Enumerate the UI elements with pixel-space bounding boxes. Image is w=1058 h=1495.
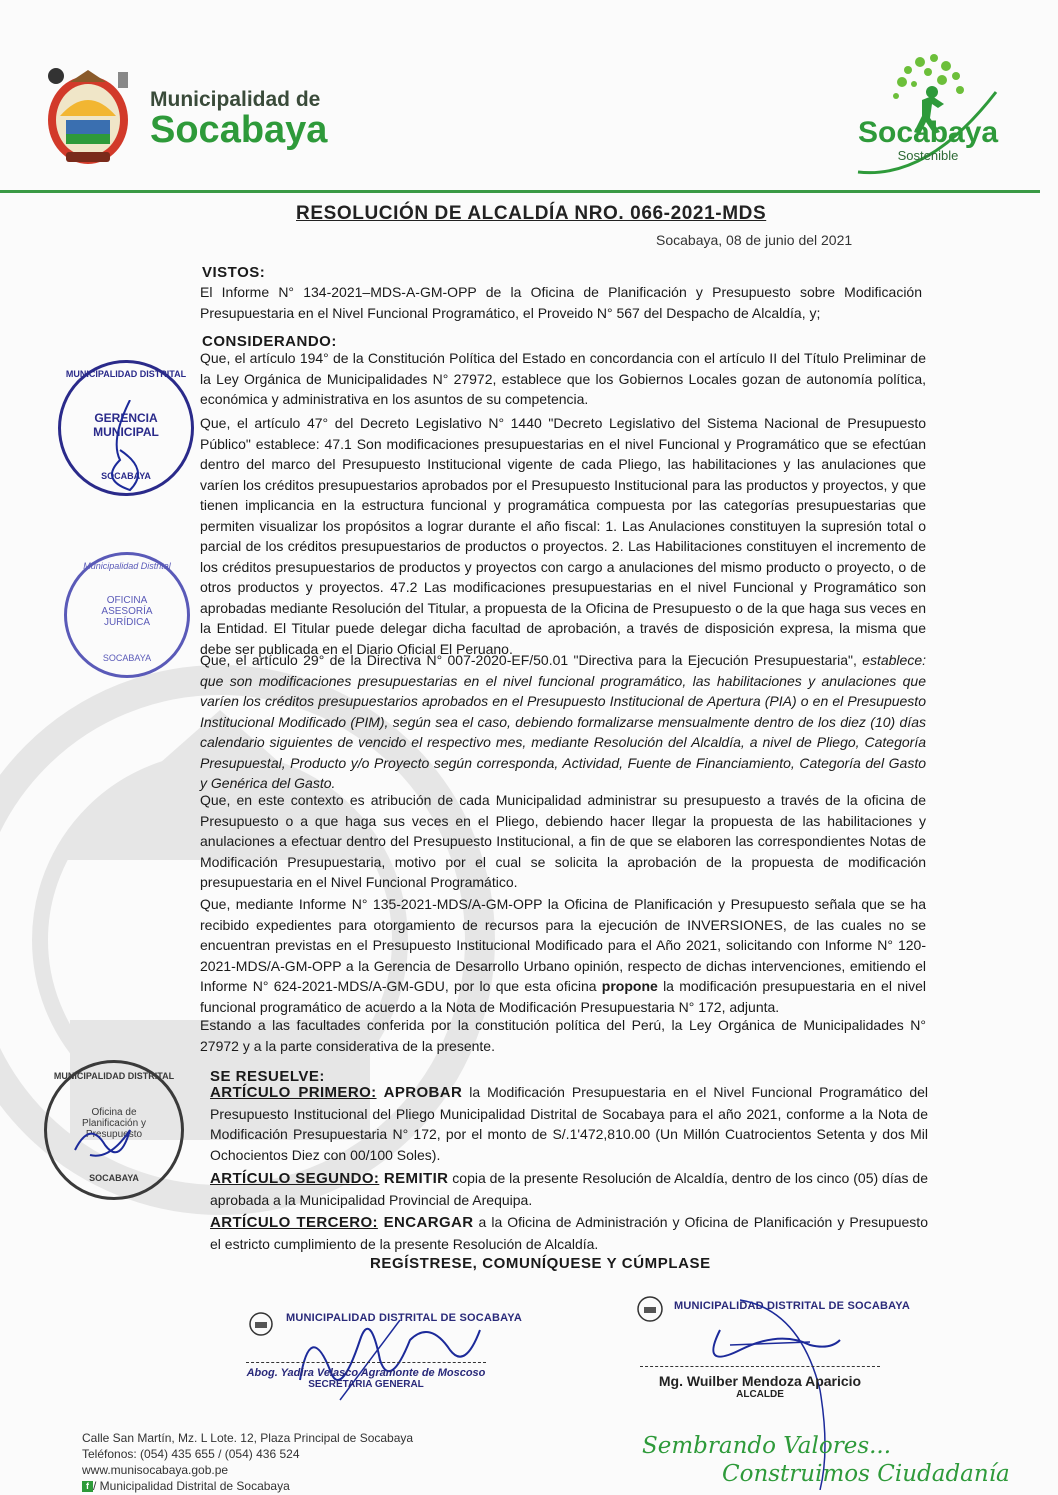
right-signer-title: ALCALDE [736,1389,784,1400]
muni-name-line1: Municipalidad de [150,88,321,111]
stamp3-top-text: MUNICIPALIDAD DISTRITAL [53,1071,175,1081]
stamp2-bottom-text: SOCABAYA [102,653,152,663]
considerando-paragraph-4: Que, en este contexto es atribución de cada Municipalidad administrar su presupuesto a través de la oficina de Presupuesto o a que haga sus veces en el Pliego, debiendo hacer llegar la propuesta de las habilitaciones y anulaciones a efectuar dentro del Presupuesto Institucional, a fin de que se elaboren las correspondientes Notas de Modificación Presupuestaria, motivo por el cual se solicita la aprobación de la propuesta de modificación presupuestaria en el Nivel Funcional Programático. [200,792,926,890]
articulo-tercero-text: a la Oficina de Administración y Oficina de Planificación y Presupuesto el estricto cumplimiento de la presente Resolución de Alcaldía. [210,1214,928,1252]
articulo-primero [210,1082,928,1165]
signature-scribble-planificacion [70,1120,140,1170]
stamp1-top-text: MUNICIPALIDAD DISTRITAL [65,369,187,379]
resolution-title: RESOLUCIÓN DE ALCALDÍA NRO. 066-2021-MDS [296,203,767,224]
footer-facebook-label: / Municipalidad Distrital de Socabaya [93,1479,290,1493]
right-signer-name: Mg. Wuilber Mendoza Aparicio [658,1373,862,1389]
stamp2-top-text: Municipalidad Distrital [83,561,171,571]
footer-facebook[interactable] [82,1478,413,1494]
vistos-paragraph: El Informe N° 134-2021–MDS-A-GM-OPP de la Oficina de Planificación y Presupuesto sobre Modificación Presupuestaria en el Nivel Funcional Programático, el Proveido N° 567 del Despacho de Alcaldía, y; [200,284,922,321]
resuelve-heading: SE RESUELVE: [210,1068,325,1085]
p5-lead: Que, mediante Informe N° 135-2021-MDS/A-GM-OPP la Oficina de Planificación y Presupuesto señala que se ha recibido expedientes para otorgamiento de recursos para la ejecución de INVERSIONES, de las cuales no se encuentran previstas en el Presupuesto Institucional Modificado para el Año 2021, solicitando con Informe N° 120-2021-MDS/A-GM-OPP a la Gerencia de Desarrollo Urbano opinión, respecto de dichas intervenciones, emitiendo el Informe N° 624-2021-MDS/A-GM-GDU, por lo que esta oficina [200,896,926,994]
considerando-paragraph-6: Estando a las facultades conferida por la constitución política del Perú, la Ley Orgánica de Municipalidades N° 27972 y a la parte considerativa de la presente. [200,1017,926,1054]
articulo-segundo-label: ARTÍCULO SEGUNDO: [210,1170,380,1187]
brand-wordmark [858,116,998,163]
municipality-name [150,88,328,151]
closing-formula: REGÍSTRESE, COMUNÍQUESE Y CÚMPLASE [370,1255,711,1272]
considerando-paragraph-1: Que, el artículo 194° de la Constitución Política del Estado en concordancia con el artículo II del Título Preliminar de la Ley Orgánica de Municipalidades N° 27972, establece que los Gobiernos Locales gozan de autonomía política, económica y administrativa en los asuntos de su competencia. [200,350,926,407]
footer-phones: Teléfonos: (054) 435 655 / (054) 436 524 [82,1447,300,1461]
header-divider [0,190,1040,193]
articulo-tercero-label: ARTÍCULO TERCERO: [210,1214,378,1231]
signature-ink-secretaria [280,1300,490,1410]
municipal-crest-logo [40,64,136,172]
resolution-date: Socabaya, 08 de junio del 2021 [656,232,853,248]
left-signature-institution: MUNICIPALIDAD DISTRITAL DE SOCABAYA [286,1312,522,1324]
articulo-primero-verb: APROBAR [383,1084,463,1101]
articulo-segundo [210,1168,928,1210]
considerando-heading: CONSIDERANDO: [202,333,337,350]
brand-name: Socabaya [858,116,999,149]
slogan-line1: Sembrando Valores... [642,1433,892,1459]
articulo-tercero-verb: ENCARGAR [383,1214,474,1231]
municipal-seal-icon [248,1312,274,1336]
right-signature-institution: MUNICIPALIDAD DISTRITAL DE SOCABAYA [674,1300,910,1312]
stamp1-center-text: GERENCIA MUNICIPAL [93,411,159,439]
considerando-paragraph-5 [200,894,926,1017]
signature-scribble-gerencia [90,400,160,500]
footer-slogan [642,1432,1010,1488]
p5-tail: la modificación presupuestaria en el nivel funcional programático de acuerdo a la Nota de Modificación Presupuestaria N° 172, adjunta. [200,978,926,1015]
left-signer-name: Abog. Yadira Velasco Agramonte de Moscoso [246,1367,486,1379]
stamp1-bottom-text: SOCABAYA [101,471,151,481]
footer-website[interactable]: www.munisocabaya.gob.pe [82,1463,229,1477]
stamp3-bottom-text: SOCABAYA [89,1173,139,1183]
left-signer-title: SECRETARIA GENERAL [308,1379,424,1390]
stamp-asesoria-juridica [64,552,190,678]
footer-contact [82,1430,413,1494]
articulo-primero-label: ARTÍCULO PRIMERO: [210,1084,377,1101]
brand-tagline: Sostenible [897,148,959,163]
stamp2-center-text: OFICINA ASESORÍA JURÍDICA [101,595,153,628]
p3-lead: Que, el artículo 29° de la Directiva N° 007-2020-EF/50.01 "Directiva para la Ejecución Presupuestaria", [200,652,863,668]
articulo-segundo-verb: REMITIR [383,1170,449,1187]
articulo-tercero [210,1212,928,1254]
vistos-heading: VISTOS: [202,264,266,281]
articulo-segundo-text: copia de la presente Resolución de Alcaldía, dentro de los cinco (05) días de aprobada a la Municipalidad Provincial de Arequipa. [210,1170,928,1208]
municipal-seal-icon-right [636,1296,664,1322]
considerando-paragraph-2: Que, el artículo 47° del Decreto Legislativo N° 1440 "Decreto Legislativo del Sistema Nacional de Presupuesto Público" establece: 47.1 Son modificaciones presupuestarias en el nivel Funcional y Programático que se efectúan dentro del marco del Presupuesto Institucional vigente de cada Pliego, las habilitaciones y las anulaciones que varíen los créditos presupuestarios aprobados por el Presupuesto Institucional para las productos y proyectos, y que tienen implicancia en la estructura funcional y programática compuesta por las categorías presupuestarias que permiten visualizar los propósitos a lograr durante el año fiscal: 1. Las Anulaciones constituyen la supresión total o parcial de los créditos presupuestarios de productos o proyectos. 2. Las Habilitaciones constituyen el incremento de los créditos presupuestarios de productos y proyectos con cargo a anulaciones del mismo producto o proyecto, o de otros productos y proyectos. 47.2 Las modificaciones presupuestarias en el nivel Funcional y Programático son aprobadas mediante Resolución del Titular, a propuesta de la Oficina de Presupuesto o de la que haga sus veces en la Entidad. El Titular puede delegar dicha facultad de aprobación, a través de disposición expresa, la misma que debe ser publicada en el Diario Oficial El Peruano. [200,415,926,657]
considerando-paragraph-3 [200,650,926,794]
right-signature-block [640,1366,880,1400]
p3-italic: establece: que son modificaciones presupuestarias en el nivel funcional programático, las habilitaciones y anulaciones que varíen los créditos presupuestarios aprobados en el Presupuesto Institucional de Apertura (PIA) o en el Presupuesto Institucional Modificado (PIM), según sea el caso, debiendo formalizarse mensualmente dentro de los diez (10) días calendario siguientes de vencido el respectivo mes, mediante Resolución del Alcaldía, a nivel de Pliego, Categoría Presupuestal, Producto y/o Proyecto según corresponda, Actividad, Fuente de Financiamiento, Categoría del Gasto y Genérica del Gasto. [200,652,926,791]
facebook-icon: f [82,1481,93,1492]
stamp3-center-text: Oficina de Planificación y Presupuesto [82,1107,146,1140]
p5-bold: propone [601,978,658,994]
articulo-primero-text: la Modificación Presupuestaria en el Nivel Funcional Programático del Presupuesto Institucional del Pliego Municipalidad Distrital de Socabaya para el año 2021, conforme a la Nota de Modificación Presupuestaria N° 172, por el monto de S/.1'472,810.00 (Un Millón Cuatrocientos Setenta y dos Mil Ochocientos Diez con 00/100 Soles). [210,1084,929,1163]
left-signature-block [246,1362,486,1390]
muni-name-line2: Socabaya [150,109,328,151]
footer-address: Calle San Martín, Mz. L Lote. 12, Plaza Principal de Socabaya [82,1431,414,1445]
slogan-line2: Construimos Ciudadanía [722,1461,1010,1487]
